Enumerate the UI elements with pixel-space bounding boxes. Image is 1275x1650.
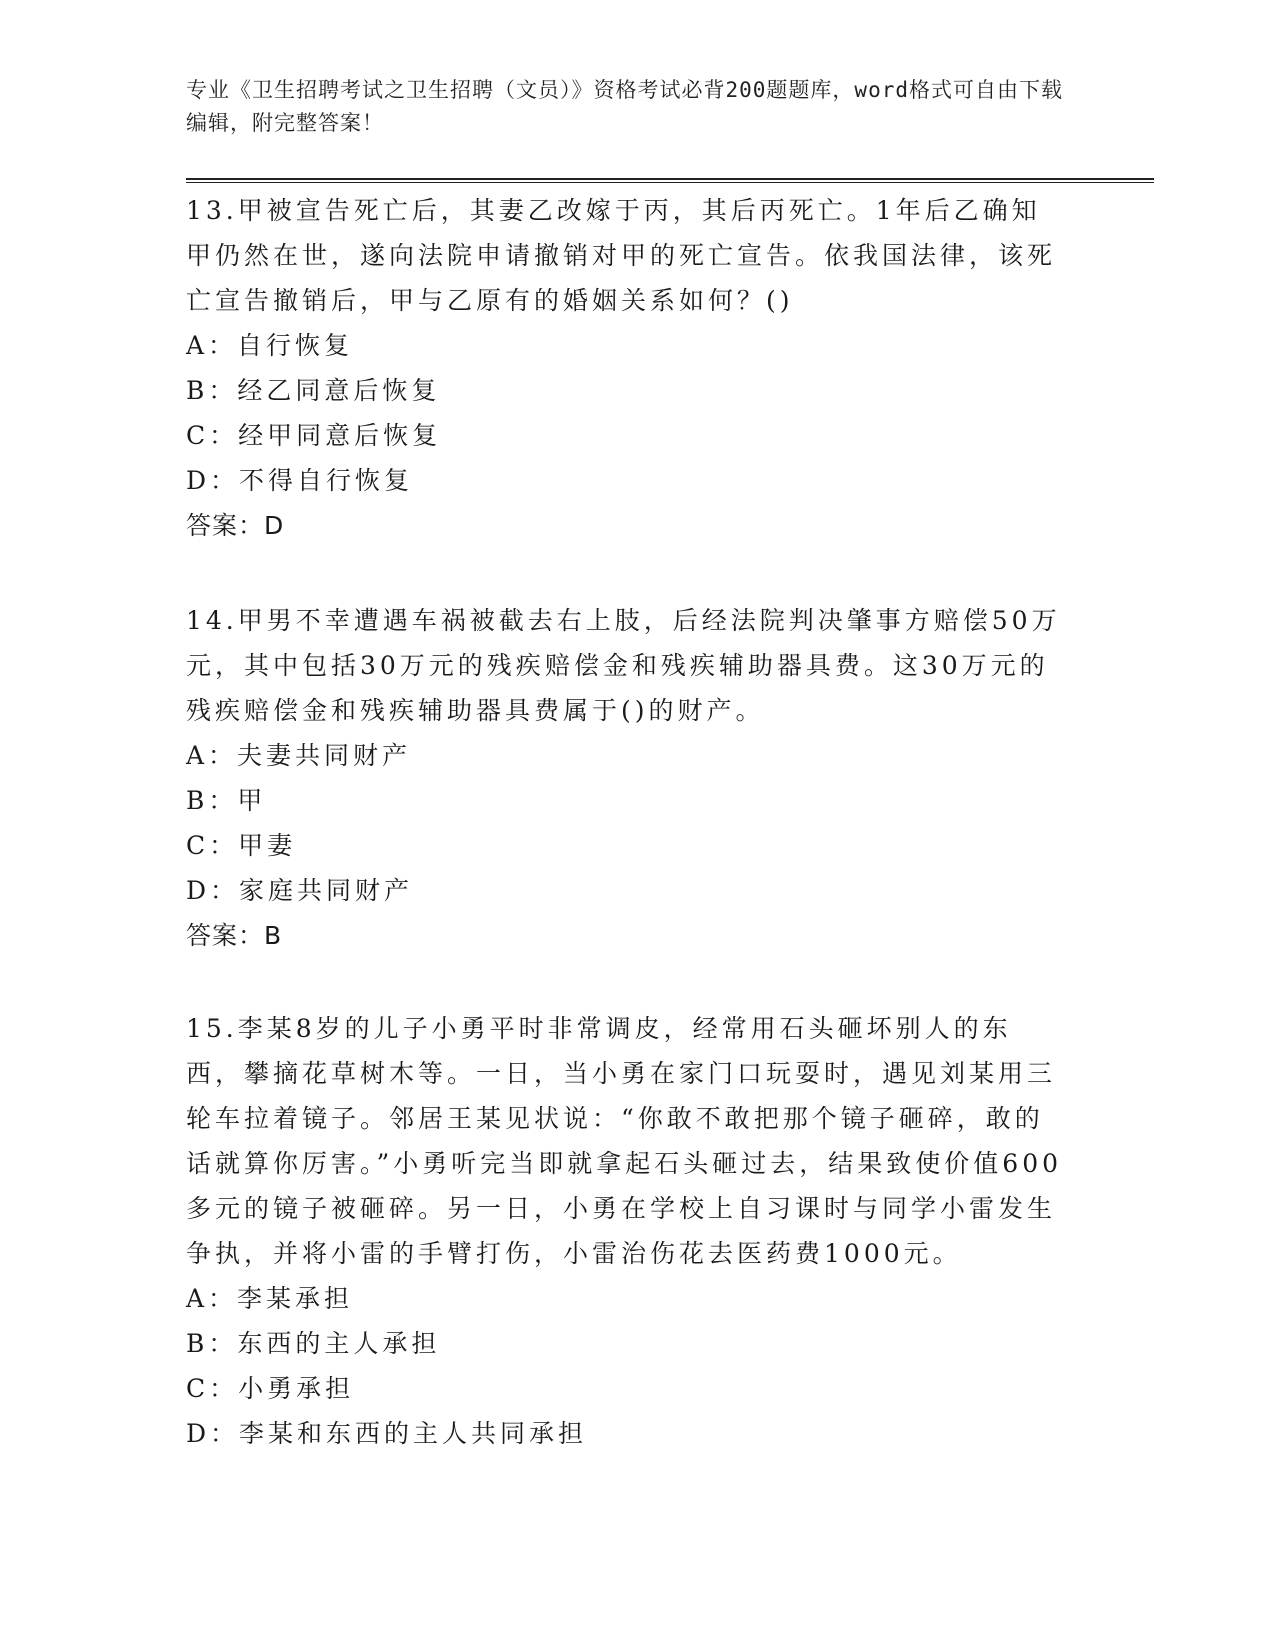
question-13 bbox=[186, 188, 1066, 548]
question-stem: 15.李某8岁的儿子小勇平时非常调皮，经常用石头砸坏别人的东西，攀摘花草树木等。一日，当小勇在家门口玩耍时，遇见刘某用三轮车拉着镜子。邻居王某见状说：“你敢不敢把那个镜子砸碎，敢的话就算你厉害。”小勇听完当即就拿起石头砸过去，结果致使价值600多元的镜子被砸碎。另一日，小勇在学校上自习课时与同学小雷发生争执，并将小雷的手臂打伤，小雷治伤花去医药费1000元。 bbox=[186, 1014, 1063, 1268]
option-a: A：李某承担 bbox=[186, 1284, 354, 1313]
header-divider bbox=[186, 178, 1154, 183]
option-b: B：东西的主人承担 bbox=[186, 1329, 441, 1358]
answer-line: 答案：D bbox=[186, 511, 285, 540]
option-c: C：经甲同意后恢复 bbox=[186, 421, 442, 450]
option-b: B：甲 bbox=[186, 786, 267, 815]
option-a: A：自行恢复 bbox=[186, 331, 354, 360]
question-stem: 14.甲男不幸遭遇车祸被截去右上肢，后经法院判决肇事方赔偿50万元，其中包括30万元的残疾赔偿金和残疾辅助器具费。这30万元的残疾赔偿金和残疾辅助器具费属于()的财产。 bbox=[186, 606, 1061, 725]
question-stem: 13.甲被宣告死亡后，其妻乙改嫁于丙，其后丙死亡。1年后乙确知甲仍然在世，遂向法院申请撤销对甲的死亡宣告。依我国法律，该死亡宣告撤销后，甲与乙原有的婚姻关系如何？() bbox=[186, 196, 1057, 315]
option-c: C：甲妻 bbox=[186, 831, 297, 860]
header-text: 专业《卫生招聘考试之卫生招聘（文员）》资格考试必背200题题库，word格式可自由下载编辑，附完整答案！ bbox=[186, 78, 1063, 135]
question-14 bbox=[186, 598, 1066, 958]
option-c: C：小勇承担 bbox=[186, 1374, 355, 1403]
question-15 bbox=[186, 1006, 1066, 1456]
answer-line: 答案：B bbox=[186, 921, 283, 950]
page-header bbox=[186, 74, 1066, 140]
option-d: D：不得自行恢复 bbox=[186, 466, 414, 495]
option-d: D：李某和东西的主人共同承担 bbox=[186, 1419, 588, 1448]
option-a: A：夫妻共同财产 bbox=[186, 741, 412, 770]
option-d: D：家庭共同财产 bbox=[186, 876, 414, 905]
option-b: B：经乙同意后恢复 bbox=[186, 376, 441, 405]
